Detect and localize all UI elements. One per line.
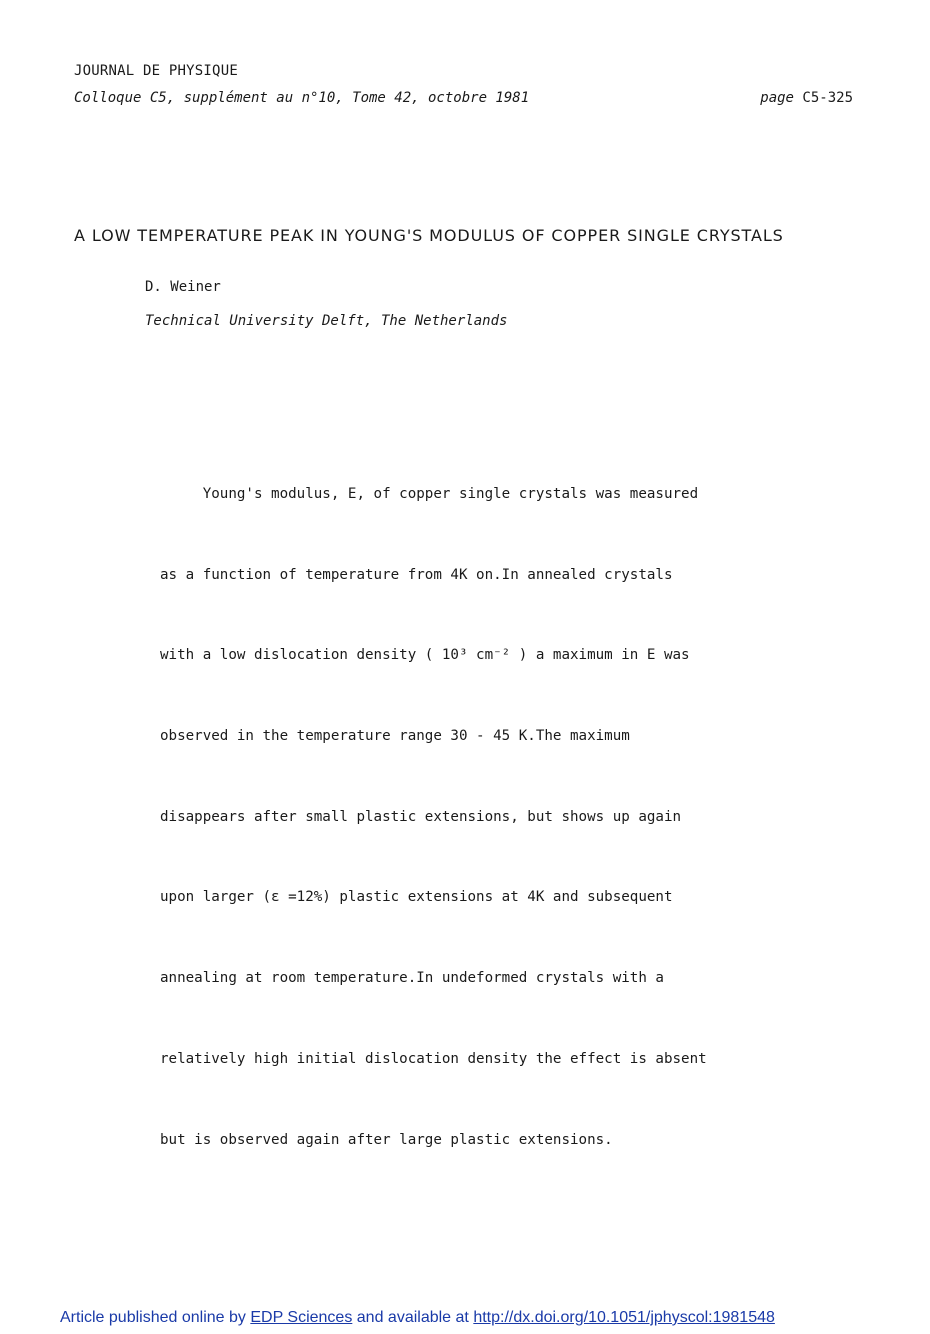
abstract [160, 427, 820, 1180]
abstract-line: with a low dislocation density ( 10³ cm⁻² ) a maximum in E was [160, 647, 690, 664]
abstract-line: observed in the temperature range 30 - 45 K.The maximum [160, 727, 630, 744]
abstract-line: but is observed again after large plastic extensions. [160, 1131, 613, 1148]
paper-title: A LOW TEMPERATURE PEAK IN YOUNG'S MODULUS OF COPPER SINGLE CRYSTALS [74, 226, 784, 245]
author: D. Weiner [145, 279, 221, 295]
page-label: page [760, 90, 794, 106]
abstract-line: Young's modulus, E, of copper single crystals was measured [160, 485, 699, 502]
abstract-line: relatively high initial dislocation density the effect is absent [160, 1050, 707, 1067]
abstract-line: as a function of temperature from 4K on.In annealed crystals [160, 566, 673, 583]
abstract-line: annealing at room temperature.In undeformed crystals with a [160, 970, 664, 987]
abstract-line: disappears after small plastic extensions, but shows up again [160, 808, 682, 825]
affiliation: Technical University Delft, The Netherlands [145, 313, 508, 329]
journal-name: JOURNAL DE PHYSIQUE [74, 63, 238, 79]
footer [60, 1309, 775, 1327]
abstract-line: upon larger (ε =12%) plastic extensions at 4K and subsequent [160, 889, 673, 906]
page-number-value: C5-325 [802, 90, 853, 106]
doi-link[interactable]: http://dx.doi.org/10.1051/jphyscol:1981548 [473, 1309, 775, 1326]
page-number [760, 90, 853, 106]
publisher-link[interactable]: EDP Sciences [250, 1309, 353, 1326]
colloque-info: Colloque C5, supplément au n°10, Tome 42, octobre 1981 [74, 90, 530, 106]
footer-prefix: Article published online by [60, 1309, 246, 1326]
footer-middle: and available at [356, 1309, 469, 1326]
